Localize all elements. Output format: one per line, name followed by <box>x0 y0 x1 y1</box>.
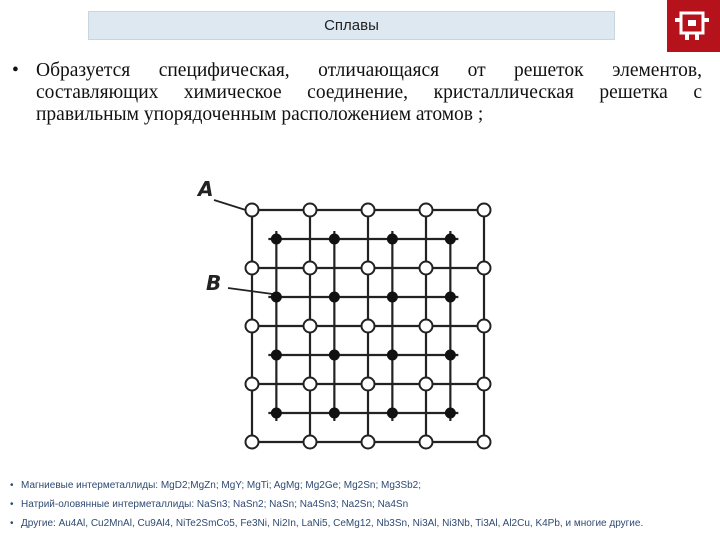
atom-white <box>420 320 433 333</box>
atom-black <box>271 234 282 245</box>
atom-black <box>445 350 456 361</box>
label-a: A <box>198 177 214 201</box>
atom-white <box>304 436 317 449</box>
atom-black <box>445 408 456 419</box>
atom-white <box>420 204 433 217</box>
bullet-marker: • <box>12 60 19 81</box>
atom-white <box>420 378 433 391</box>
atom-black <box>329 292 340 303</box>
atom-white <box>246 436 259 449</box>
intermetallics-list <box>10 476 715 533</box>
logo-icon <box>667 0 720 52</box>
atom-white <box>478 204 491 217</box>
lattice-diagram <box>190 168 500 453</box>
main-bullet-text: Образуется специфическая, отличающаяся от решеток элементов, составляющих химическое соединение, кристаллическая решетка с правильным упорядоченным расположением атомов ; <box>36 60 702 125</box>
slide-title: Сплавы <box>324 17 379 34</box>
atom-white <box>362 320 375 333</box>
atom-white <box>246 262 259 275</box>
atom-white <box>420 262 433 275</box>
atom-black <box>387 350 398 361</box>
atom-black <box>271 292 282 303</box>
atom-white <box>362 378 375 391</box>
atom-white <box>246 204 259 217</box>
logo <box>667 0 720 52</box>
atom-black <box>387 408 398 419</box>
atom-black <box>329 234 340 245</box>
atom-black <box>271 408 282 419</box>
slide-title-bar <box>88 11 615 40</box>
atom-white <box>362 204 375 217</box>
atom-white <box>246 378 259 391</box>
label-b: B <box>206 271 222 295</box>
atom-black <box>329 350 340 361</box>
list-bullet: • <box>10 499 14 510</box>
atom-black <box>329 408 340 419</box>
list-item-text: Другие: Au4Al, Cu2MnAl, Cu9Al4, NiTe2SmCo5, Fe3Ni, Ni2In, LaNi5, CeMg12, Nb3Sn, Ni3Al, Ni3Nb, Ti3Al, Al2Cu, K4Pb, и многие другие. <box>21 518 644 529</box>
atom-black <box>387 234 398 245</box>
atom-white <box>304 378 317 391</box>
list-bullet: • <box>10 518 14 529</box>
list-item <box>10 514 715 533</box>
atom-white <box>420 436 433 449</box>
atom-white <box>478 320 491 333</box>
atom-black <box>271 350 282 361</box>
atom-white <box>304 204 317 217</box>
main-bullet <box>12 60 702 126</box>
atom-white <box>304 262 317 275</box>
atom-white <box>246 320 259 333</box>
atom-white <box>478 378 491 391</box>
list-item <box>10 495 715 514</box>
atom-black <box>387 292 398 303</box>
atom-white <box>478 262 491 275</box>
lattice-figure <box>190 168 500 453</box>
atom-white <box>362 436 375 449</box>
atom-black <box>445 234 456 245</box>
list-bullet: • <box>10 480 14 491</box>
atom-white <box>478 436 491 449</box>
atom-white <box>304 320 317 333</box>
list-item-text: Магниевые интерметаллиды: MgD2;MgZn; MgY; MgTi; AgMg; Mg2Ge; Mg2Sn; Mg3Sb2; <box>21 480 422 491</box>
list-item-text: Натрий-оловянные интерметаллиды: NaSn3; NaSn2; NaSn; Na4Sn3; Na2Sn; Na4Sn <box>21 499 409 510</box>
atom-white <box>362 262 375 275</box>
list-item <box>10 476 715 495</box>
atom-black <box>445 292 456 303</box>
